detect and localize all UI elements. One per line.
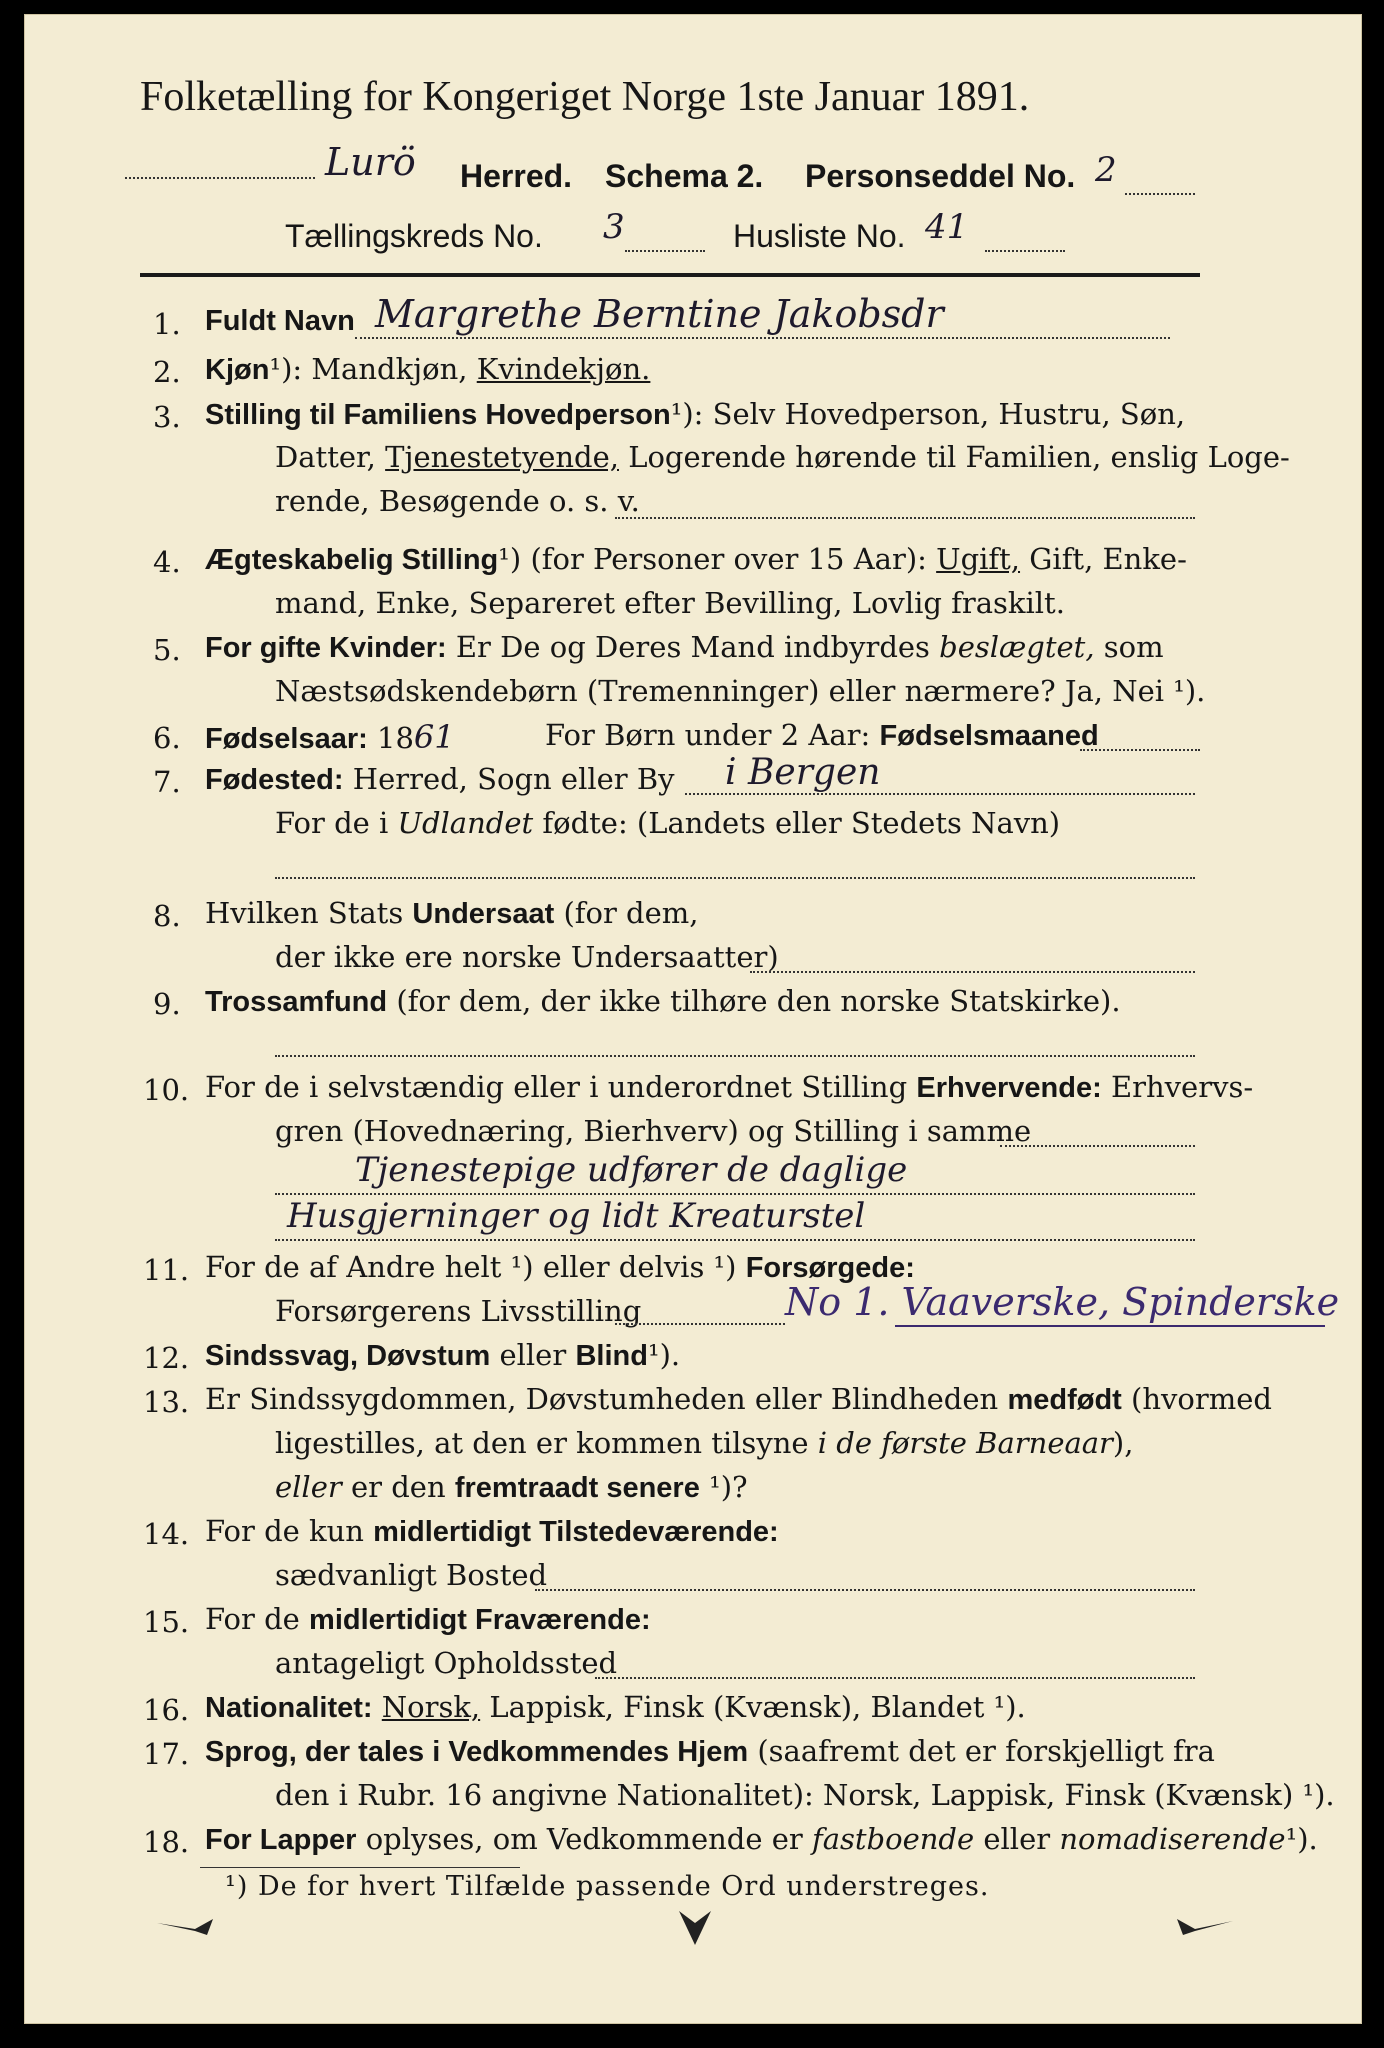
personseddel-value: 2 xyxy=(1095,150,1117,190)
q3-line-1: Stilling til Familiens Hovedperson¹): Selv Hovedperson, Hustru, Søn, xyxy=(205,397,1186,431)
census-form xyxy=(24,14,1362,2024)
item-number: 15. xyxy=(143,1605,190,1639)
q13-line-3: eller er den fremtraadt senere ¹)? xyxy=(275,1470,748,1504)
item-number: 16. xyxy=(143,1693,190,1727)
item-number: 17. xyxy=(143,1737,190,1771)
kreds-value: 3 xyxy=(603,207,625,247)
q11-line-1: For de af Andre helt ¹) eller delvis ¹) Forsørgede: xyxy=(205,1250,915,1284)
arrow-mark-icon xyxy=(155,1915,215,1945)
husliste-label: Husliste No. xyxy=(733,218,906,254)
item-number: 18. xyxy=(143,1825,190,1859)
herred-value: Lurö xyxy=(325,140,416,184)
kreds-label: Tællingskreds No. xyxy=(285,218,543,254)
item-number: 5. xyxy=(153,633,181,667)
schema-label: Schema 2. xyxy=(605,158,764,194)
q10-answer-1: Tjenestepige udfører de daglige xyxy=(355,1150,908,1190)
footnote: ¹) De for hvert Tilfælde passende Ord understreges. xyxy=(225,1871,990,1902)
item-number: 13. xyxy=(143,1385,190,1419)
q6-line: Fødselsaar: 1861 xyxy=(205,718,455,756)
header-line-1 xyxy=(125,155,315,184)
q15-line-2: antageligt Opholdssted xyxy=(275,1646,618,1680)
husliste-value: 41 xyxy=(925,207,969,247)
q8-line-2: der ikke ere norske Undersaatter) xyxy=(275,940,779,974)
item-number: 9. xyxy=(153,987,181,1021)
q7-line-2: For de i Udlandet fødte: (Landets eller Stedets Navn) xyxy=(275,806,1061,840)
q1-answer: Margrethe Berntine Jakobsdr xyxy=(375,292,944,336)
arrow-mark-icon xyxy=(1175,1915,1235,1945)
item-number: 10. xyxy=(143,1073,190,1107)
item-number: 11. xyxy=(143,1253,190,1287)
q15-line-1: For de midlertidigt Fraværende: xyxy=(205,1602,651,1636)
q14-line-2: sædvanligt Bosted xyxy=(275,1558,548,1592)
q17-line-2: den i Rubr. 16 angivne Nationalitet): Norsk, Lappisk, Finsk (Kvænsk) ¹). xyxy=(275,1778,1335,1812)
q4-line-2: mand, Enke, Separeret efter Bevilling, Lovlig fraskilt. xyxy=(275,586,1065,620)
q11-answer: No 1. Vaaverske, Spinderske xyxy=(785,1280,1340,1324)
q18-line: For Lapper oplyses, om Vedkommende er fastboende eller nomadiserende¹). xyxy=(205,1822,1318,1856)
q8-line-1: Hvilken Stats Undersaat (for dem, xyxy=(205,896,699,930)
item-number: 4. xyxy=(153,545,181,579)
q4-line-1: Ægteskabelig Stilling¹) (for Personer over 15 Aar): Ugift, Gift, Enke- xyxy=(205,542,1187,576)
personseddel-label: Personseddel No. xyxy=(805,158,1076,194)
item-number: 2. xyxy=(153,355,181,389)
header-divider xyxy=(140,273,1200,277)
q3-line-2: Datter, Tjenestetyende, Logerende hørende til Familien, enslig Loge- xyxy=(275,440,1290,474)
q12-line: Sindssvag, Døvstum eller Blind¹). xyxy=(205,1338,681,1372)
q2-line: Kjøn¹): Mandkjøn, Kvindekjøn. xyxy=(205,352,651,386)
form-title: Folketælling for Kongeriget Norge 1ste Januar 1891. xyxy=(140,74,1030,120)
item-number: 8. xyxy=(153,899,181,933)
item-number: 14. xyxy=(143,1517,190,1551)
arrow-mark-icon xyxy=(675,1905,715,1955)
q3-line-3: rende, Besøgende o. s. v. xyxy=(275,484,640,518)
item-number: 6. xyxy=(153,721,181,755)
q17-line-1: Sprog, der tales i Vedkommendes Hjem (saafremt det er forskjelligt fra xyxy=(205,1734,1215,1768)
q9-line: Trossamfund (for dem, der ikke tilhøre den norske Statskirke). xyxy=(205,984,1121,1018)
q14-line-1: For de kun midlertidigt Tilstedeværende: xyxy=(205,1514,779,1548)
q16-line: Nationalitet: Norsk, Lappisk, Finsk (Kvænsk), Blandet ¹). xyxy=(205,1690,1026,1724)
item-number: 3. xyxy=(153,400,181,434)
q5-line-1: For gifte Kvinder: Er De og Deres Mand indbyrdes beslægtet, som xyxy=(205,630,1164,664)
q11-line-2: Forsørgerens Livsstilling xyxy=(275,1294,642,1328)
q6-children: For Børn under 2 Aar: Fødselsmaaned xyxy=(545,718,1099,752)
item-number: 12. xyxy=(143,1341,190,1375)
herred-label: Herred. xyxy=(460,158,573,194)
q5-line-2: Næstsødskendebørn (Tremenninger) eller nærmere? Ja, Nei ¹). xyxy=(275,674,1206,708)
q7-line-1: Fødested: Herred, Sogn eller By xyxy=(205,762,675,796)
q10-answer-2: Husgjerninger og lidt Kreaturstel xyxy=(287,1196,866,1236)
item-number: 1. xyxy=(153,307,181,341)
q10-line-1: For de i selvstændig eller i underordnet Stilling Erhvervende: Erhvervs- xyxy=(205,1070,1254,1104)
q10-line-2: gren (Hovednæring, Bierhverv) og Stilling i samme xyxy=(275,1114,1032,1148)
q1-label: Fuldt Navn xyxy=(205,305,355,337)
q13-line-2: ligestilles, at den er kommen tilsyne i de første Barneaar), xyxy=(275,1426,1134,1460)
footnote-divider xyxy=(200,1867,520,1868)
item-number: 7. xyxy=(153,765,181,799)
q13-line-1: Er Sindssygdommen, Døvstumheden eller Blindheden medfødt (hvormed xyxy=(205,1382,1272,1416)
q7-answer: i Bergen xyxy=(725,752,881,793)
